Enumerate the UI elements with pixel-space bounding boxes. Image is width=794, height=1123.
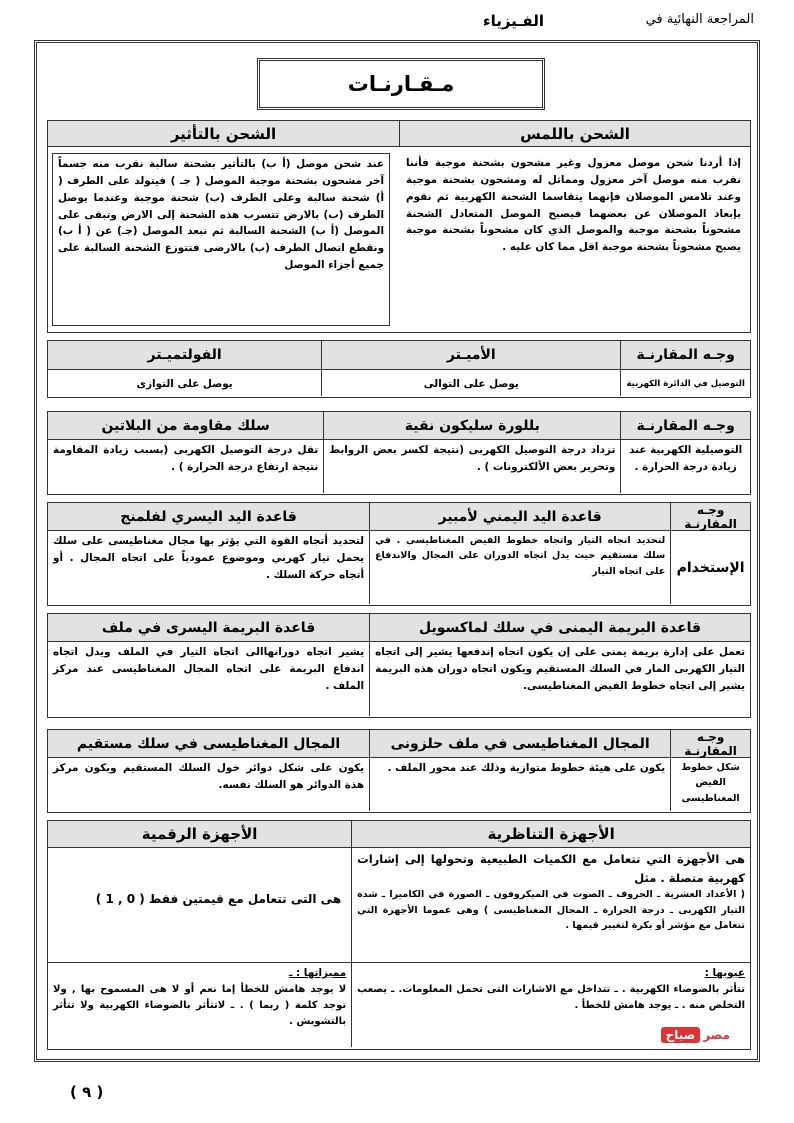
col-header-ampere-rule: قاعدة اليد اليمني لأمبير xyxy=(369,503,670,530)
section-conductivity xyxy=(47,411,751,495)
col-header-left-screw: قاعدة البريمة اليسرى في ملف xyxy=(48,614,369,641)
col-header-aspect: وجـه المقارنـة xyxy=(670,503,750,530)
advantages-text: لا يوجد هامش للخطأ إما نعم أو لا هى المسموح بها , ولا توجد كلمة ( ربما ) . ـ لاتتأثر بالضوضاء الكهربية ولا تتأثر بالتشويش . xyxy=(53,983,347,1028)
col-header-aspect: وجـه المقارنـة xyxy=(620,412,750,439)
row-label: التوصيل في الدائرة الكهربية xyxy=(620,370,750,396)
page-header xyxy=(40,12,754,34)
row-label-usage: الإستخدام xyxy=(670,531,750,604)
voltmeter-connection: يوصل على التوازى xyxy=(136,378,233,390)
text-induction: عند شحن موصل (أ ب) بالتأثير بشحنة سالبة نقرب منه جسماً آخر مشحون بشحنة موجبة الموصل ( جـ ) فيتولد على الطرف ( أ) شحنة سالبة وعلى الطرف (ب) شحنة موجبة وعندما يوصل الطرف (ب) بالارض تتسرب هذه الشحنة إلى الارض وتبقى على الموصل (أ ب) الشحنة السالبة ثم نبعد الموصل (جـ) عن ( أ ب) ونقطع اتصال الطرف (ب) بالارضى فتتوزع الشحنة السالبة على جميع أجزاء الموصل xyxy=(52,153,390,326)
ampere-rule-text: لتحديد اتجاه التيار واتجاه خطوط الفيض المغناطيسى . في سلك مستقيم حيث يدل اتجاه الدوران على المجال والاندفاع على اتجاه التيار xyxy=(369,531,670,604)
col-header-silicon: بللورة سليكون نقية xyxy=(323,412,620,439)
header-subtitle: المراجعة النهائية في xyxy=(645,12,754,27)
col-header-ammeter: الأميـتر xyxy=(321,341,620,369)
analog-definition xyxy=(351,848,750,962)
solenoid-text: يكون على هيئة خطوط متوازية وذلك عند محور الملف . xyxy=(369,758,670,811)
straight-wire-text: يكون على شكل دوائر خول السلك المستقيم ويكون مركز هذة الدوائر هو السلك نفسه. xyxy=(52,762,365,791)
analog-disadvantages xyxy=(351,963,750,1047)
disadvantages-heading: عيوبها : xyxy=(704,967,745,979)
section-screw-rules xyxy=(47,613,751,718)
page-number: ( ٩ ) xyxy=(70,1083,104,1101)
row-label: شكل خطوط الفيض المغناطيسى xyxy=(670,758,750,811)
section-ammeter xyxy=(47,340,751,398)
col-header-fleming-rule: قاعدة اليد اليسري لفلمنج xyxy=(48,503,369,530)
col-header-induction: الشحن بالتأثير xyxy=(48,121,399,146)
text-contact: إذا أردنا شحن موصل معزول وغير مشحون بشحنة موجبة فأننا نقرب منه موصل آخر معزول ومماثل له ومشحون بشحنة موجبة وعند تلامس الموصلان فإنهما يتقاسما الشحنة الكهربية ثم نقوم بإبعاد الموصلان عن بعضهما فيصبح الموصل المتعادل الشحنة مشحوناً بشحنة موجبة والموصل الذي كان مشحوناً بشحنة موجبة يصبح مشحوناً بشحنة موجبة اقل مما كان عليه . xyxy=(406,157,741,254)
fleming-rule-text: لتحديد أتجاه القوة التي يؤثر بها مجال مغناطيسى على سلك يحمل تيار كهربي وموضوع عمودياً على اتجاه المجال . أو أتجاه حركة السلك . xyxy=(52,535,365,581)
platinum-text: تقل درجة التوصيل الكهربى (بسبب زيادة المقاومة نتيجة ارتفاع درجة الحرارة ) . xyxy=(53,444,319,473)
col-header-contact: الشحن باللمس xyxy=(399,121,750,146)
advantages-heading: مميزاتها : ـ xyxy=(288,967,347,979)
col-header-aspect: وجـه المقارنـة xyxy=(670,730,750,757)
analog-text: هى الأجهزة التي تتعامل مع الكميات الطبيعية وتحولها إلى إشارات كهربية متصلة . مثل xyxy=(357,852,745,885)
silicon-text: تزداد درجة التوصيل الكهربى (نتيجة لكسر بعض الروابط وتحرير بعض الألكترونات ) . xyxy=(323,440,620,493)
digital-advantages xyxy=(48,963,351,1047)
analog-examples: ( الأعداد العشرية ـ الحروف ـ الصوت في الميكروفون ـ الصورة في الكاميرا ـ شدة التيار الكهربى ـ درجة الحرارة ـ المجال المغناطيسى ) وهى عموما الأجهزة التي تتعامل مع مؤشر أو بكرة لتغيير قيمها . xyxy=(357,889,745,931)
col-header-straight-wire: المجال المغناطيسى في سلك مستقيم xyxy=(48,730,369,757)
col-header-platinum: سلك مقاومة من البلاتين xyxy=(48,412,323,439)
row-label: التوصيلية الكهربية عند زيادة درجة الحرارة . xyxy=(620,440,750,493)
digital-definition: هى التى تتعامل مع قيمتين فقط ( 0 , 1 ) xyxy=(95,892,342,906)
watermark-part-b: مصر xyxy=(703,1028,730,1042)
header-title: الفـيزياء xyxy=(482,12,544,30)
col-header-digital: الأجهزة الرقمية xyxy=(48,821,351,847)
watermark-logo xyxy=(661,1027,730,1043)
right-screw-text: تعمل على إدارة بريمة يمنى على إن يكون اتجاه إندفعها يشير إلى اتجاه التيار الكهربى المار في السلك المستقيم ويكون اتجاه دوران هذه البريمة يشير إلى اتجاه خطوط الفيض المغناطيسى. xyxy=(369,642,750,716)
ammeter-connection: يوصل على التوالى xyxy=(321,370,620,396)
col-header-right-screw: قاعدة البريمة اليمنى في سلك لماكسويل xyxy=(369,614,750,641)
section-charging xyxy=(47,120,751,333)
section-hand-rules xyxy=(47,502,751,606)
section-magnetic-field xyxy=(47,729,751,813)
col-header-voltmeter: الفولتميـتر xyxy=(48,341,321,369)
page-frame xyxy=(34,40,760,1062)
left-screw-text: يشير اتجاه دورانهاالى اتجاه التيار في الملف ويدل اتجاه اندفاع البريمة على اتجاه المجال المغناطيسى عند مركز الملف . xyxy=(53,646,365,692)
watermark-part-a: صباح xyxy=(661,1027,701,1043)
col-header-analog: الأجهزة التناظرية xyxy=(351,821,750,847)
section-analog-digital xyxy=(47,820,751,1050)
disadvantages-text: تتأثر بالضوضاء الكهربية . ـ تتداخل مع الاشارات التى تحمل المعلومات. ـ يصعب التخلص منه . ـ يوجد هامش للخطأ . xyxy=(357,983,745,1012)
col-header-aspect: وجـه المقارنـة xyxy=(620,341,750,369)
page-title: مـقـارنـات xyxy=(257,58,545,110)
col-header-solenoid: المجال المغناطيسى في ملف حلزونى xyxy=(369,730,670,757)
